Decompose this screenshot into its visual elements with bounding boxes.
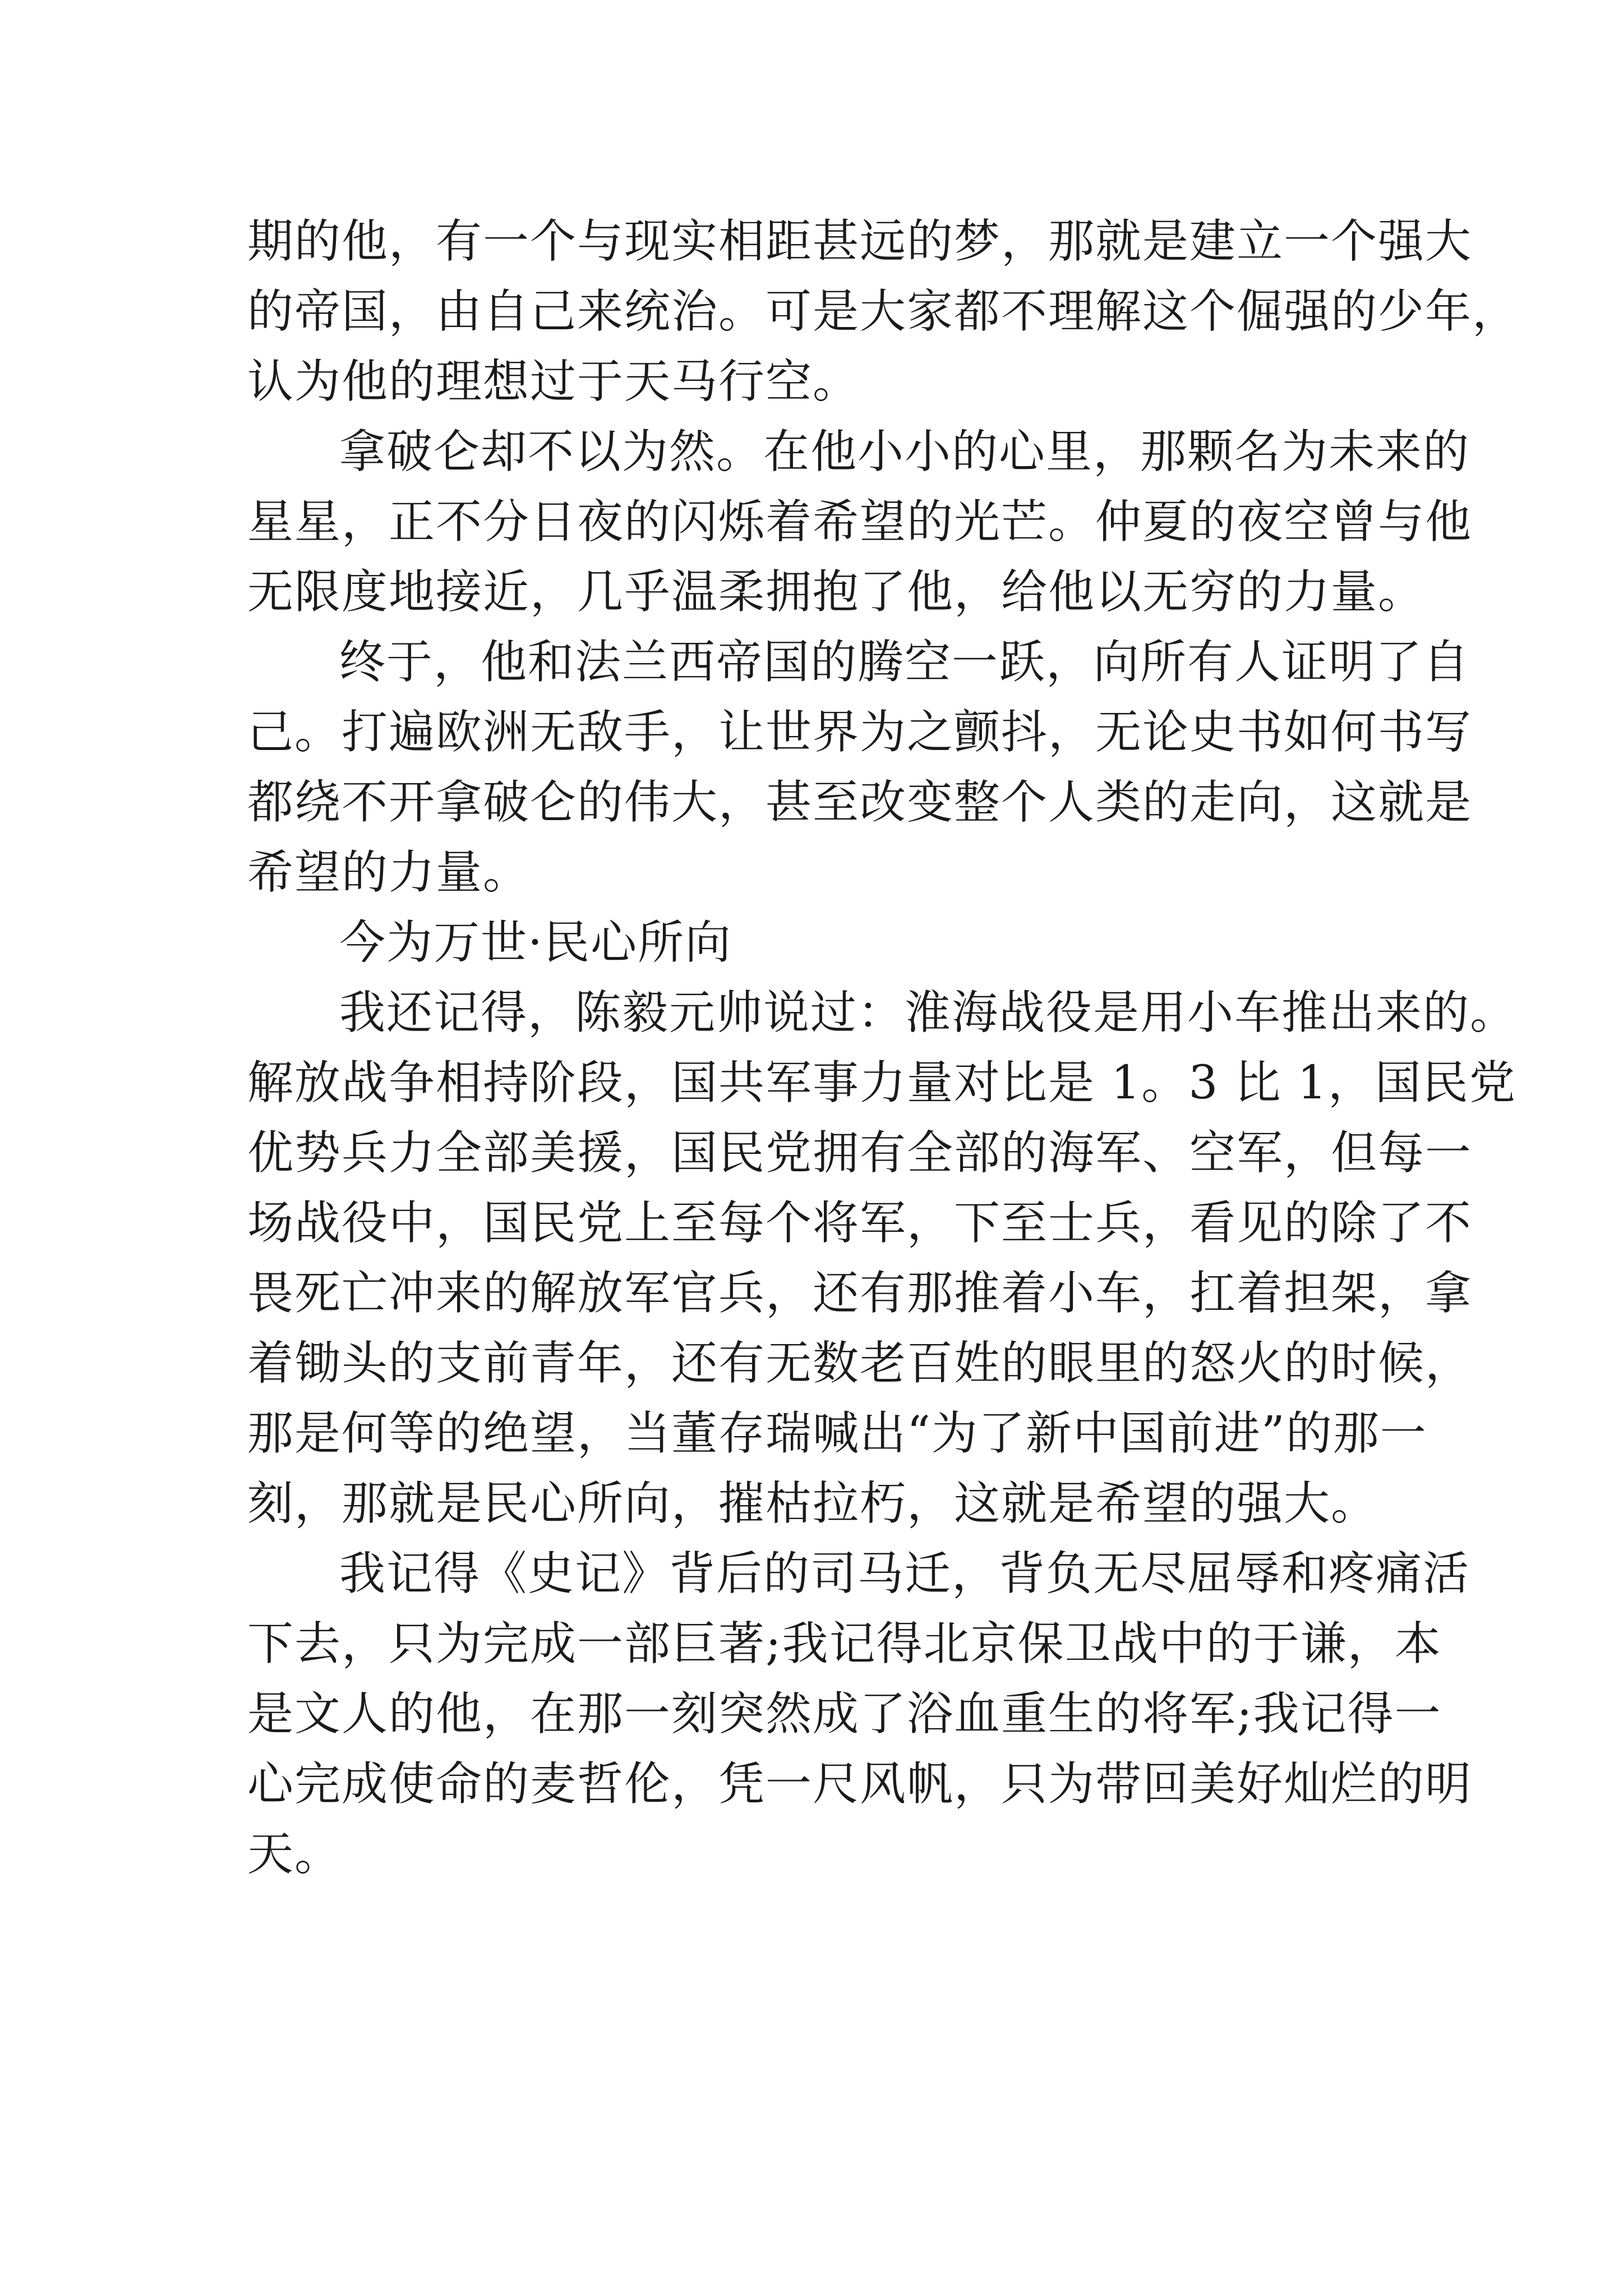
text-line: 场战役中，国民党上至每个将军，下至士兵，看见的除了不	[247, 1197, 1473, 1250]
text-line: 我还记得，陈毅元帅说过：淮海战役是用小车推出来的。	[339, 986, 1518, 1039]
section-heading	[247, 908, 1375, 978]
text-line: 星星，正不分日夜的闪烁着希望的光芒。仲夏的夜空曾与他	[247, 495, 1473, 549]
text-line: 我记得《史记》背后的司马迁，背负无尽屈辱和疼痛活	[339, 1547, 1470, 1600]
text-line: 畏死亡冲来的解放军官兵，还有那推着小车，扛着担架，拿	[247, 1267, 1473, 1320]
text-line: 优势兵力全部美援，国民党拥有全部的海军、空军，但每一	[247, 1126, 1473, 1180]
text-line: 认为他的理想过于天马行空。	[247, 355, 860, 408]
paragraph-napoleon-leap	[247, 627, 1473, 908]
text-line: 是文人的他，在那一刻突然成了浴血重生的将军;我记得一	[247, 1687, 1442, 1741]
document-body	[247, 206, 1520, 1889]
paragraph-huaihai	[247, 978, 1518, 1539]
paragraph-i-remember	[247, 1539, 1473, 1889]
text-line: 那是何等的绝望，当董存瑞喊出“为了新中国前进”的那一	[247, 1407, 1427, 1460]
text-line: 拿破仑却不以为然。在他小小的心里，那颗名为未来的	[339, 425, 1470, 478]
text-line: 天。	[247, 1828, 342, 1881]
text-line: 的帝国，由自己来统治。可是大家都不理解这个倔强的少年，	[247, 285, 1520, 338]
text-line: 己。打遍欧洲无敌手，让世界为之颤抖，无论史书如何书写	[247, 706, 1473, 759]
text-line: 都绕不开拿破仑的伟大，甚至改变整个人类的走向，这就是	[247, 776, 1473, 829]
paragraph-napoleon-star	[247, 417, 1473, 627]
heading-line: 今为万世·民心所向	[339, 916, 732, 969]
text-line: 终于，他和法兰西帝国的腾空一跃，向所有人证明了自	[339, 636, 1470, 689]
text-line: 期的他，有一个与现实相距甚远的梦，那就是建立一个强大	[247, 215, 1473, 268]
text-line: 刻，那就是民心所向，摧枯拉朽，这就是希望的强大。	[247, 1477, 1378, 1530]
text-line: 解放战争相持阶段，国共军事力量对比是 1。3 比 1，国民党	[247, 1056, 1516, 1110]
paragraph-napoleon-dream	[247, 206, 1520, 417]
text-line: 心完成使命的麦哲伦，凭一尺风帆，只为带回美好灿烂的明	[247, 1757, 1473, 1811]
text-line: 下去，只为完成一部巨著;我记得北京保卫战中的于谦，本	[247, 1617, 1442, 1671]
text-line: 无限度地接近，几乎温柔拥抱了他，给他以无穷的力量。	[247, 565, 1426, 619]
text-line: 希望的力量。	[247, 846, 531, 899]
text-line: 着锄头的支前青年，还有无数老百姓的眼里的怒火的时候，	[247, 1337, 1473, 1390]
